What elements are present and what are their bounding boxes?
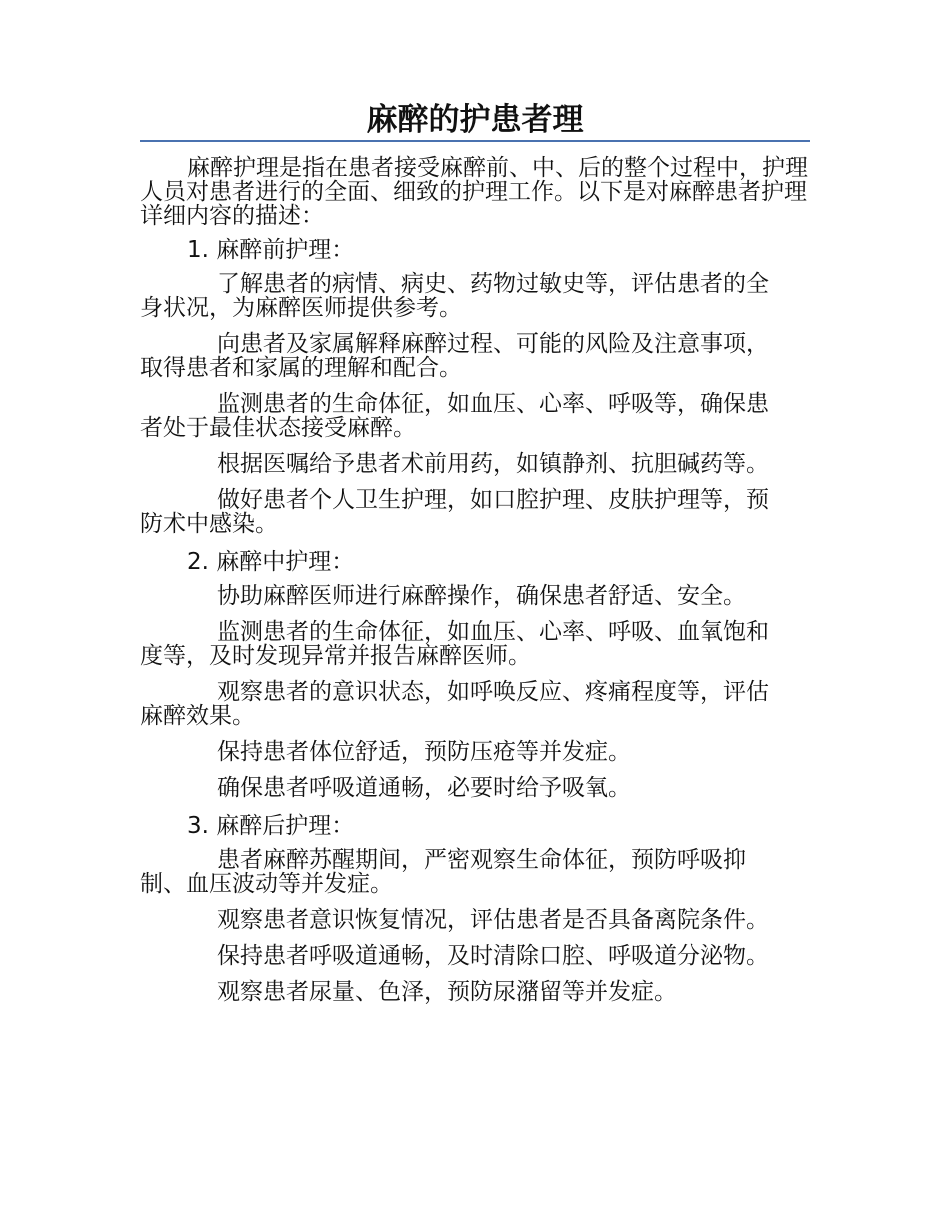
intro-paragraph: 麻醉护理是指在患者接受麻醉前、中、后的整个过程中，护理人员对患者进行的全面、细致的护理工作。以下是对麻醉患者护理详细内容的描述： bbox=[140, 155, 808, 229]
list-item: 患者麻醉苏醒期间，严密观察生命体征，预防呼吸抑制、血压波动等并发症。 bbox=[140, 847, 746, 897]
list-item: 了解患者的病情、病史、药物过敏史等，评估患者的全身状况，为麻醉医师提供参考。 bbox=[140, 271, 769, 321]
list-item: 协助麻醉医师进行麻醉操作，确保患者舒适、安全。 bbox=[217, 583, 746, 609]
list-item: 确保患者呼吸道通畅，必要时给予吸氧。 bbox=[217, 775, 631, 801]
section-heading: 2. 麻醉中护理： bbox=[187, 549, 355, 575]
list-item: 监测患者的生命体征，如血压、心率、呼吸等，确保患者处于最佳状态接受麻醉。 bbox=[140, 391, 769, 441]
list-item: 根据医嘱给予患者术前用药，如镇静剂、抗胆碱药等。 bbox=[217, 451, 769, 477]
section-postop bbox=[140, 812, 810, 1004]
section-heading: 1. 麻醉前护理： bbox=[187, 237, 355, 263]
section-intraop bbox=[140, 548, 810, 800]
list-item: 保持患者体位舒适，预防压疮等并发症。 bbox=[217, 739, 631, 765]
title-underline bbox=[140, 140, 810, 142]
list-item: 观察患者意识恢复情况，评估患者是否具备离院条件。 bbox=[217, 907, 769, 933]
document-page bbox=[140, 100, 810, 1016]
list-item: 观察患者的意识状态，如呼唤反应、疼痛程度等，评估麻醉效果。 bbox=[140, 679, 769, 729]
list-item: 保持患者呼吸道通畅，及时清除口腔、呼吸道分泌物。 bbox=[217, 943, 769, 969]
list-item: 做好患者个人卫生护理，如口腔护理、皮肤护理等，预防术中感染。 bbox=[140, 487, 769, 537]
list-item: 观察患者尿量、色泽，预防尿潴留等并发症。 bbox=[217, 979, 677, 1005]
list-item: 向患者及家属解释麻醉过程、可能的风险及注意事项，取得患者和家属的理解和配合。 bbox=[140, 331, 769, 381]
section-preop bbox=[140, 236, 810, 536]
section-heading: 3. 麻醉后护理： bbox=[187, 813, 355, 839]
document-title: 麻醉的护患者理 bbox=[366, 102, 584, 138]
list-item: 监测患者的生命体征，如血压、心率、呼吸、血氧饱和度等，及时发现异常并报告麻醉医师。 bbox=[140, 619, 769, 669]
